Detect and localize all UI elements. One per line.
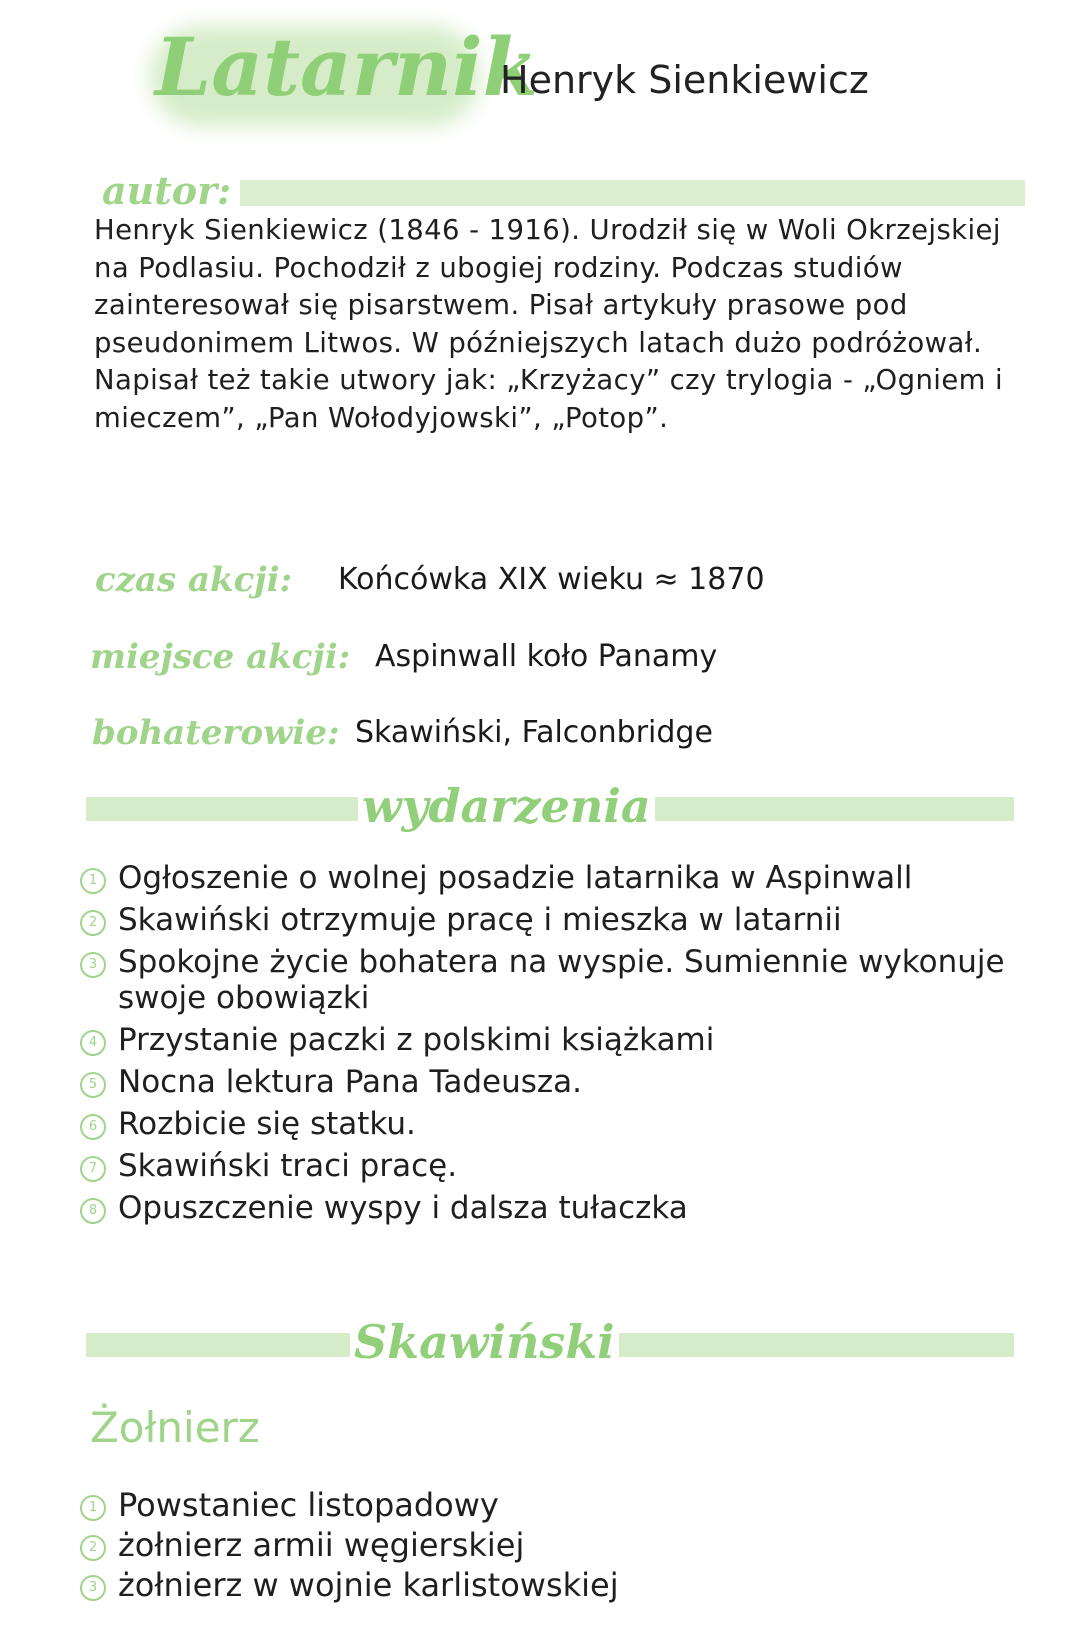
miejsce-akcji-value: Aspinwall koło Panamy xyxy=(375,639,718,674)
book-author: Henryk Sienkiewicz xyxy=(500,58,869,102)
soldier-list xyxy=(80,1487,1040,1607)
autor-bio: Henryk Sienkiewicz (1846 - 1916). Urodził się w Woli Okrzejskiej na Podlasiu. Pochodził z ubogiej rodziny. Podczas studiów zainteresował się pisarstwem. Pisał artykuły prasowe pod pseudonimem Litwos. W późniejszych latach dużo podróżował. Napisał też takie utwory jak: „Krzyżacy” czy trylogia - „Ogniem i mieczem”, „Pan Wołodyjowski”, „Potop”. xyxy=(94,214,1004,434)
number-badge: 4 xyxy=(80,1030,106,1056)
list-item xyxy=(80,860,1040,896)
list-item xyxy=(80,1190,1040,1226)
bohaterowie-label: bohaterowie: xyxy=(92,713,340,753)
list-item xyxy=(80,944,1040,1016)
soldier-text: żołnierz armii węgierskiej xyxy=(118,1526,525,1564)
event-text: Rozbicie się statku. xyxy=(118,1106,416,1142)
czas-akcji-value: Końcówka XIX wieku ≈ 1870 xyxy=(338,562,765,597)
autor-highlight-bar xyxy=(240,180,1025,206)
number-badge: 7 xyxy=(80,1156,106,1182)
skawinski-heading: Skawiński xyxy=(350,1312,619,1372)
page-title: Latarnik xyxy=(155,20,539,114)
bohaterowie-value: Skawiński, Falconbridge xyxy=(355,715,713,750)
list-item xyxy=(80,1487,1040,1523)
wydarzenia-heading: wydarzenia xyxy=(358,776,655,836)
event-text: Nocna lektura Pana Tadeusza. xyxy=(118,1064,583,1100)
number-badge: 2 xyxy=(80,1535,106,1561)
events-list xyxy=(80,860,1040,1232)
event-text: Spokojne życie bohatera na wyspie. Sumiennie wykonuje swoje obowiązki xyxy=(118,944,1005,1016)
number-badge: 6 xyxy=(80,1114,106,1140)
soldier-text: żołnierz w wojnie karlistowskiej xyxy=(118,1566,619,1604)
autor-label: autor: xyxy=(102,168,232,213)
list-item xyxy=(80,1064,1040,1100)
list-item xyxy=(80,1567,1040,1603)
event-text: Skawiński otrzymuje pracę i mieszka w latarnii xyxy=(118,902,842,938)
list-item xyxy=(80,902,1040,938)
number-badge: 2 xyxy=(80,910,106,936)
soldier-text: Powstaniec listopadowy xyxy=(118,1486,499,1524)
czas-akcji-label: czas akcji: xyxy=(95,560,293,600)
miejsce-akcji-label: miejsce akcji: xyxy=(90,637,351,677)
number-badge: 1 xyxy=(80,1495,106,1521)
zolnierz-subtitle: Żołnierz xyxy=(90,1403,260,1452)
number-badge: 3 xyxy=(80,1575,106,1601)
number-badge: 5 xyxy=(80,1072,106,1098)
list-item xyxy=(80,1527,1040,1563)
event-text: Przystanie paczki z polskimi książkami xyxy=(118,1022,715,1058)
list-item xyxy=(80,1022,1040,1058)
event-text: Skawiński traci pracę. xyxy=(118,1148,458,1184)
event-text: Opuszczenie wyspy i dalsza tułaczka xyxy=(118,1190,688,1226)
number-badge: 8 xyxy=(80,1198,106,1224)
event-text: Ogłoszenie o wolnej posadzie latarnika w Aspinwall xyxy=(118,860,913,896)
number-badge: 1 xyxy=(80,868,106,894)
number-badge: 3 xyxy=(80,952,106,978)
list-item xyxy=(80,1106,1040,1142)
list-item xyxy=(80,1148,1040,1184)
